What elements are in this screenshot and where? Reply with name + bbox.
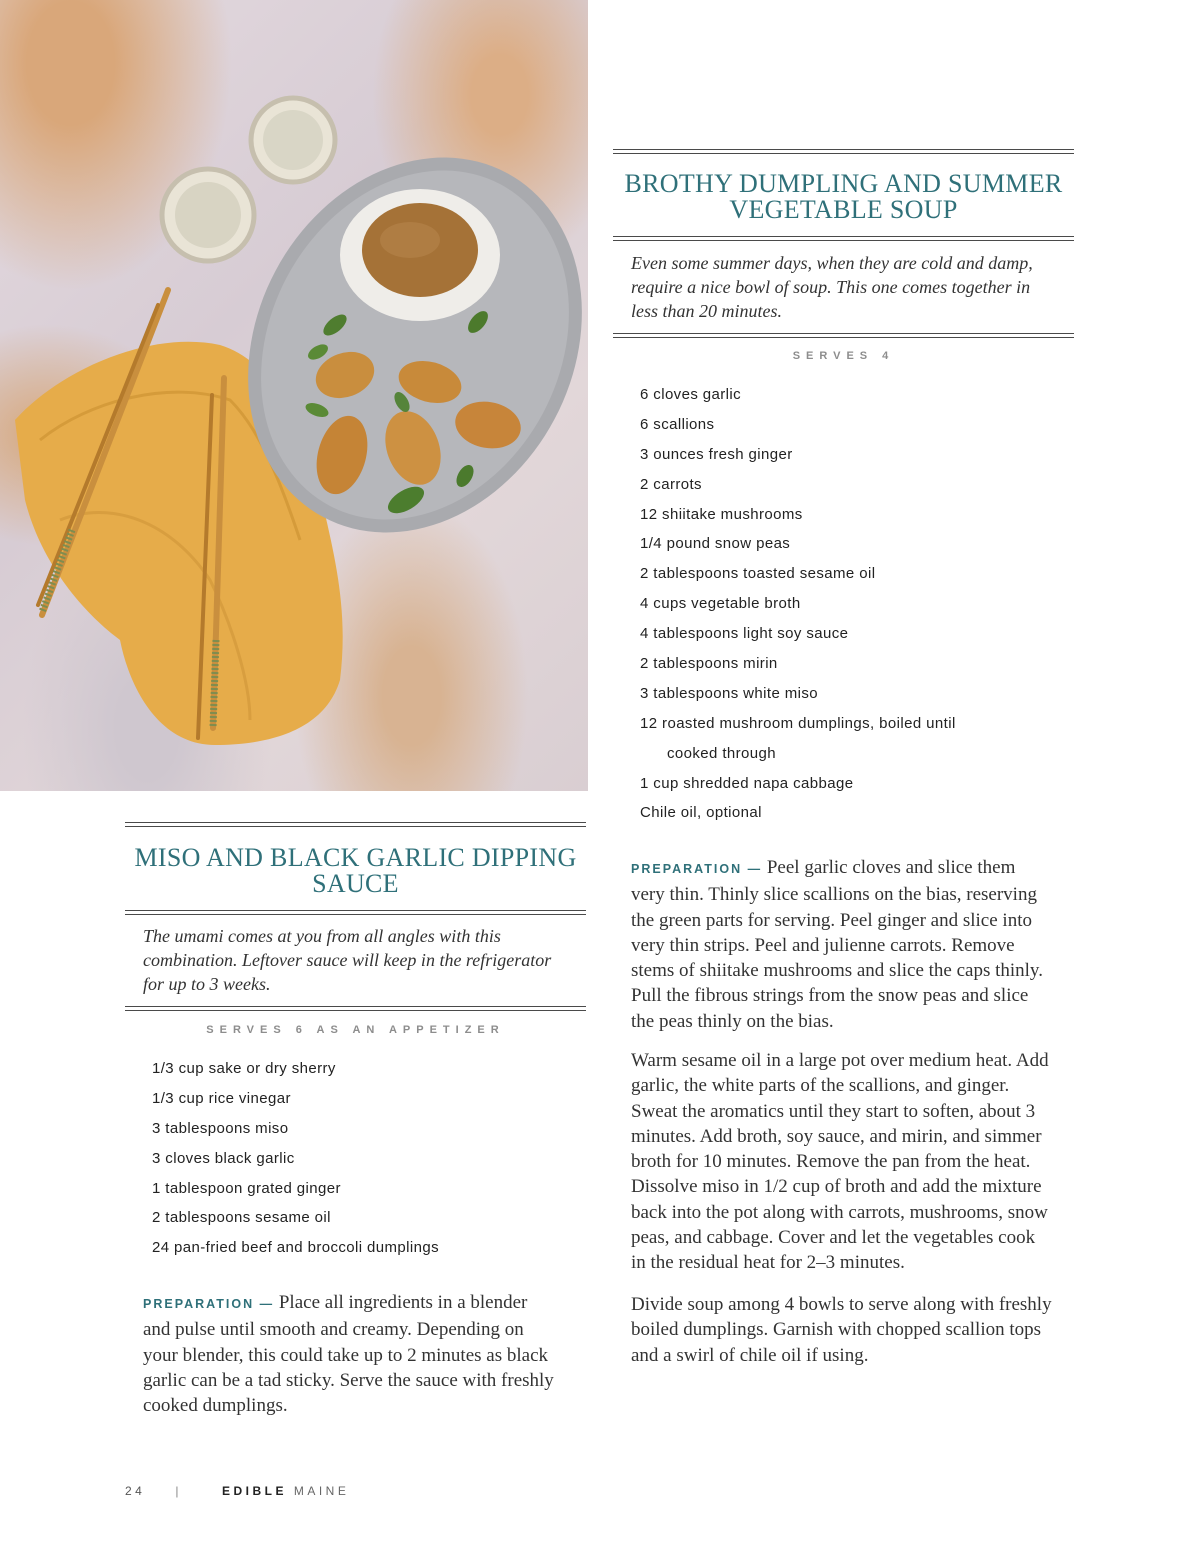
ingredient-item: 3 ounces fresh ginger — [640, 445, 793, 463]
sauce-intro: The umami comes at you from all angles with this combination. Leftover sauce will keep in the refrigerator for up to 3 weeks. — [143, 926, 552, 994]
soup-ingredient-list — [640, 380, 956, 828]
soup-intro: Even some summer days, when they are cold and damp, require a nice bowl of soup. This one comes together in less than 20 minutes. — [631, 253, 1033, 321]
ingredient-item: 2 tablespoons sesame oil — [152, 1209, 331, 1227]
ingredient-item: 3 cloves black garlic — [152, 1149, 295, 1167]
ingredient-item: 1 tablespoon grated ginger — [152, 1179, 341, 1197]
soup-preparation-1 — [631, 855, 1053, 1034]
ingredient-item: 1/3 cup rice vinegar — [152, 1089, 291, 1107]
page-number: 24 — [125, 1484, 146, 1498]
ingredient-item: 2 carrots — [640, 475, 702, 493]
sauce-serves: SERVES 6 AS AN APPETIZER — [206, 1024, 505, 1036]
sauce-title-top-rule — [125, 822, 586, 827]
ingredient-item: 2 tablespoons toasted sesame oil — [640, 565, 876, 583]
page-footer — [125, 1484, 349, 1498]
soup-title-top-rule — [613, 149, 1074, 154]
soup-title-bottom-rule — [613, 236, 1074, 241]
magazine-name-bold: EDIBLE — [221, 1484, 287, 1498]
photo-illustration — [0, 0, 588, 791]
ingredient-item: 1/3 cup sake or dry sherry — [152, 1060, 336, 1077]
ingredient-item: 1 cup shredded napa cabbage — [640, 774, 854, 792]
food-photo — [0, 0, 588, 791]
sauce-ingredient-list — [152, 1054, 439, 1263]
ingredient-item: 2 tablespoons mirin — [640, 655, 778, 673]
soup-prep-label: PREPARATION — — [631, 862, 763, 876]
sauce-title-bottom-rule — [125, 910, 586, 915]
magazine-name-light: MAINE — [293, 1484, 350, 1498]
ingredient-item: 6 cloves garlic — [640, 386, 742, 403]
ingredient-item: 24 pan-fried beef and broccoli dumplings — [152, 1239, 440, 1257]
soup-serves: SERVES 4 — [792, 350, 895, 362]
ingredient-item: 6 scallions — [640, 415, 715, 433]
ingredient-item: 4 tablespoons light soy sauce — [640, 625, 849, 643]
ingredient-item: 3 tablespoons miso — [152, 1119, 289, 1137]
ingredient-item: 1/4 pound snow peas — [640, 535, 791, 553]
ingredient-item: 12 shiitake mushrooms — [640, 505, 803, 523]
soup-prep-text-1: Peel garlic cloves and slice them very thin. Thinly slice scallions on the bias, reserving the green parts for serving. Peel ginger and slice into very thin strips. Peel and julienne carrots. Remove stems of shiitake mushrooms and slice the caps thinly. Pull the fibrous strings from the snow peas and slice the peas thinly on the bias. — [631, 857, 1043, 1032]
soup-preparation-3: Divide soup among 4 bowls to serve along with freshly boiled dumplings. Garnish with chopped scallion tops and a swirl of chile oil if using. — [631, 1294, 1052, 1366]
sauce-prep-text: Place all ingredients in a blender and pulse until smooth and creamy. Depending on your blender, this could take up to 2 minutes as black garlic can be a tad sticky. Serve the sauce with freshly cooked dumplings. — [143, 1292, 554, 1417]
ingredient-item: Chile oil, optional — [640, 804, 762, 822]
sauce-title: MISO AND BLACK GARLIC DIPPING SAUCE — [134, 843, 577, 898]
sauce-prep-label: PREPARATION — — [143, 1297, 275, 1311]
sauce-preparation — [143, 1290, 558, 1418]
soup-intro-rule — [613, 333, 1074, 338]
sauce-intro-rule — [125, 1006, 586, 1011]
ingredient-item: 12 roasted mushroom dumplings, boiled until — [640, 714, 956, 732]
footer-separator: | — [175, 1484, 182, 1498]
soup-title: BROTHY DUMPLING AND SUMMER VEGETABLE SOUP — [624, 169, 1063, 224]
ingredient-item: 4 cups vegetable broth — [640, 595, 801, 613]
ingredient-item-continued: cooked through — [667, 744, 777, 762]
ingredient-item: 3 tablespoons white miso — [640, 684, 819, 702]
soup-preparation-2: Warm sesame oil in a large pot over medium heat. Add garlic, the white parts of the scallions, and ginger. Sweat the aromatics until they start to soften, about 3 minutes. Add broth, soy sauce, and mirin, and simmer broth for 10 minutes. Remove the pan from the heat. Dissolve miso in 1/2 cup of broth and add the mixture back into the pot along with carrots, mushrooms, snow peas, and cabbage. Cover and let the vegetables cook in the residual heat for 2–3 minutes. — [631, 1050, 1049, 1274]
